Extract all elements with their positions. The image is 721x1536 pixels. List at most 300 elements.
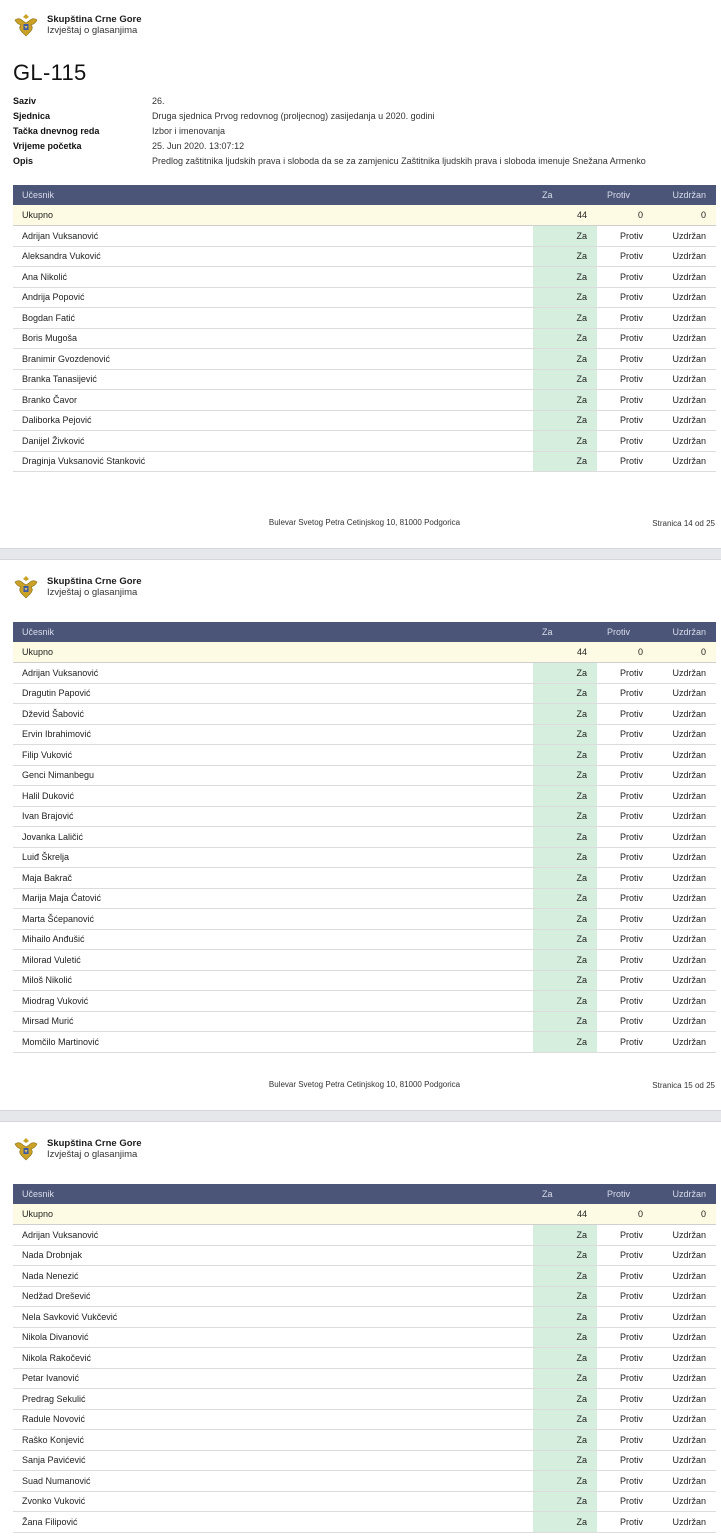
participant-name: Filip Vuković [13,745,533,766]
vote-za: Za [533,683,597,704]
table-row [13,786,716,807]
coat-of-arms-icon [12,1135,40,1163]
participant-name: Mihailo Anđušić [13,929,533,950]
vote-protiv: Protiv [597,806,653,827]
total-za: 44 [533,205,597,226]
total-za: 44 [533,1204,597,1225]
vote-uzdrzan: Uzdržan [653,308,716,329]
report-page-16 [0,1122,721,1536]
vote-uzdrzan: Uzdržan [653,991,716,1012]
vote-uzdrzan: Uzdržan [653,786,716,807]
vote-protiv: Protiv [597,1471,653,1492]
participant-name: Boris Mugoša [13,328,533,349]
vote-protiv: Protiv [597,390,653,411]
vote-za: Za [533,1368,597,1389]
vote-za: Za [533,1245,597,1266]
participant-name: Miloš Nikolić [13,970,533,991]
vote-protiv: Protiv [597,246,653,267]
vote-za: Za [533,929,597,950]
vote-protiv: Protiv [597,1348,653,1369]
page-number: Stranica 14 od 25 [652,519,715,528]
vote-uzdrzan: Uzdržan [653,1491,716,1512]
vote-uzdrzan: Uzdržan [653,267,716,288]
vote-protiv: Protiv [597,868,653,889]
vote-protiv: Protiv [597,267,653,288]
participant-name: Genci Nimanbegu [13,765,533,786]
table-row [13,451,716,472]
vote-protiv: Protiv [597,663,653,684]
org-name: Skupština Crne Gore [47,1138,142,1149]
header-brand [12,1135,142,1163]
vote-za: Za [533,1512,597,1533]
table-row [13,827,716,848]
vote-protiv: Protiv [597,369,653,390]
table-row [13,745,716,766]
table-header-row [13,185,716,205]
document-code: GL-115 [13,60,87,85]
vote-uzdrzan: Uzdržan [653,1450,716,1471]
table-row [13,1491,716,1512]
col-header-uzdrzan: Uzdržan [653,622,716,642]
total-row [13,205,716,226]
vote-protiv: Protiv [597,909,653,930]
vote-za: Za [533,369,597,390]
vote-za: Za [533,349,597,370]
vote-za: Za [533,1286,597,1307]
vote-uzdrzan: Uzdržan [653,1245,716,1266]
total-uzdrzan: 0 [653,642,716,663]
vote-uzdrzan: Uzdržan [653,390,716,411]
participant-name: Suad Numanović [13,1471,533,1492]
vote-za: Za [533,431,597,452]
vote-za: Za [533,287,597,308]
participant-name: Nada Drobnjak [13,1245,533,1266]
vote-protiv: Protiv [597,1512,653,1533]
participant-name: Maja Bakrač [13,868,533,889]
participant-name: Mirsad Murić [13,1011,533,1032]
participant-name: Zvonko Vuković [13,1491,533,1512]
vote-uzdrzan: Uzdržan [653,287,716,308]
vote-za: Za [533,827,597,848]
coat-of-arms-icon [12,573,40,601]
vote-uzdrzan: Uzdržan [653,704,716,725]
participant-name: Nikola Divanović [13,1327,533,1348]
table-row [13,369,716,390]
vote-protiv: Protiv [597,1327,653,1348]
table-row [13,847,716,868]
vote-uzdrzan: Uzdržan [653,970,716,991]
vote-za: Za [533,1430,597,1451]
participant-name: Branka Tanasijević [13,369,533,390]
table-row [13,287,716,308]
vote-za: Za [533,328,597,349]
meta-key: Tačka dnevnog reda [13,125,100,136]
table-row [13,1266,716,1287]
vote-uzdrzan: Uzdržan [653,1286,716,1307]
report-page-15 [0,560,721,1110]
participant-name: Adrijan Vuksanović [13,1225,533,1246]
vote-za: Za [533,909,597,930]
participant-name: Halil Duković [13,786,533,807]
participant-name: Daliborka Pejović [13,410,533,431]
participant-name: Raško Konjević [13,1430,533,1451]
meta-value: Izbor i imenovanja [152,125,226,136]
vote-za: Za [533,226,597,247]
table-row [13,970,716,991]
vote-uzdrzan: Uzdržan [653,1225,716,1246]
vote-protiv: Protiv [597,1225,653,1246]
vote-protiv: Protiv [597,287,653,308]
vote-za: Za [533,1307,597,1328]
meta-row [13,139,713,154]
table-row [13,1450,716,1471]
header-brand [12,573,142,601]
col-header-participant: Učesnik [13,185,533,205]
participant-name: Predrag Sekulić [13,1389,533,1410]
table-row [13,410,716,431]
vote-uzdrzan: Uzdržan [653,246,716,267]
participant-name: Luiđ Škrelja [13,847,533,868]
vote-uzdrzan: Uzdržan [653,1348,716,1369]
vote-uzdrzan: Uzdržan [653,745,716,766]
total-label: Ukupno [13,642,533,663]
footer-address: Bulevar Svetog Petra Cetinjskog 10, 81000 Podgorica [268,518,461,527]
vote-protiv: Protiv [597,328,653,349]
vote-protiv: Protiv [597,1245,653,1266]
vote-za: Za [533,1225,597,1246]
vote-protiv: Protiv [597,1409,653,1430]
table-row [13,909,716,930]
vote-uzdrzan: Uzdržan [653,683,716,704]
col-header-protiv: Protiv [597,622,653,642]
table-row [13,1389,716,1410]
participant-name: Nada Nenezić [13,1266,533,1287]
vote-protiv: Protiv [597,1011,653,1032]
table-header-row [13,1184,716,1204]
vote-za: Za [533,868,597,889]
vote-uzdrzan: Uzdržan [653,451,716,472]
vote-protiv: Protiv [597,765,653,786]
col-header-protiv: Protiv [597,1184,653,1204]
table-row [13,888,716,909]
vote-uzdrzan: Uzdržan [653,226,716,247]
vote-protiv: Protiv [597,745,653,766]
vote-protiv: Protiv [597,724,653,745]
vote-uzdrzan: Uzdržan [653,1032,716,1053]
table-row [13,267,716,288]
table-row [13,1471,716,1492]
vote-za: Za [533,847,597,868]
vote-za: Za [533,451,597,472]
vote-uzdrzan: Uzdržan [653,1368,716,1389]
participant-name: Aleksandra Vuković [13,246,533,267]
vote-uzdrzan: Uzdržan [653,1307,716,1328]
vote-uzdrzan: Uzdržan [653,349,716,370]
participant-name: Nikola Rakočević [13,1348,533,1369]
participant-name: Žana Filipović [13,1512,533,1533]
participant-name: Bogdan Fatić [13,308,533,329]
total-uzdrzan: 0 [653,1204,716,1225]
page-separator [0,1110,721,1122]
col-header-uzdrzan: Uzdržan [653,185,716,205]
col-header-za: Za [533,185,597,205]
participant-name: Marija Maja Ćatović [13,888,533,909]
participant-name: Andrija Popović [13,287,533,308]
total-za: 44 [533,642,597,663]
vote-protiv: Protiv [597,683,653,704]
vote-za: Za [533,991,597,1012]
vote-uzdrzan: Uzdržan [653,410,716,431]
participant-name: Branko Čavor [13,390,533,411]
table-row [13,1430,716,1451]
vote-za: Za [533,786,597,807]
vote-uzdrzan: Uzdržan [653,1471,716,1492]
table-header-row [13,622,716,642]
vote-za: Za [533,950,597,971]
table-row [13,724,716,745]
meta-value: Druga sjednica Prvog redovnog (proljecnog) zasijedanja u 2020. godini [152,110,435,121]
participant-name: Momčilo Martinović [13,1032,533,1053]
meta-value: 26. [152,95,165,106]
vote-za: Za [533,704,597,725]
vote-za: Za [533,745,597,766]
meta-key: Vrijeme početka [13,141,82,152]
vote-uzdrzan: Uzdržan [653,1512,716,1533]
vote-protiv: Protiv [597,1389,653,1410]
table-row [13,1286,716,1307]
vote-protiv: Protiv [597,226,653,247]
report-subtitle: Izvještaj o glasanjima [47,25,138,36]
table-row [13,1348,716,1369]
vote-uzdrzan: Uzdržan [653,950,716,971]
org-name: Skupština Crne Gore [47,14,142,25]
vote-protiv: Protiv [597,410,653,431]
table-row [13,683,716,704]
vote-uzdrzan: Uzdržan [653,1409,716,1430]
meta-key: Sjednica [13,110,51,121]
vote-uzdrzan: Uzdržan [653,724,716,745]
vote-protiv: Protiv [597,1430,653,1451]
vote-za: Za [533,765,597,786]
table-row [13,991,716,1012]
vote-uzdrzan: Uzdržan [653,1430,716,1451]
vote-protiv: Protiv [597,451,653,472]
vote-za: Za [533,410,597,431]
meta-key: Opis [13,156,34,167]
vote-uzdrzan: Uzdržan [653,888,716,909]
total-row [13,1204,716,1225]
vote-za: Za [533,1032,597,1053]
vote-protiv: Protiv [597,704,653,725]
vote-za: Za [533,1011,597,1032]
vote-za: Za [533,806,597,827]
table-row [13,308,716,329]
vote-protiv: Protiv [597,1450,653,1471]
col-header-participant: Učesnik [13,622,533,642]
table-row [13,431,716,452]
participant-name: Draginja Vuksanović Stanković [13,451,533,472]
vote-uzdrzan: Uzdržan [653,369,716,390]
vote-protiv: Protiv [597,827,653,848]
vote-protiv: Protiv [597,308,653,329]
vote-za: Za [533,246,597,267]
participant-name: Branimir Gvozdenović [13,349,533,370]
participant-name: Adrijan Vuksanović [13,663,533,684]
table-row [13,1032,716,1053]
participant-name: Nela Savković Vukčević [13,1307,533,1328]
participant-name: Miodrag Vuković [13,991,533,1012]
participant-name: Adrijan Vuksanović [13,226,533,247]
vote-uzdrzan: Uzdržan [653,1011,716,1032]
table-row [13,328,716,349]
table-row [13,950,716,971]
vote-uzdrzan: Uzdržan [653,847,716,868]
participant-name: Ivan Brajović [13,806,533,827]
meta-row [13,154,713,169]
vote-uzdrzan: Uzdržan [653,827,716,848]
participant-name: Ervin Ibrahimović [13,724,533,745]
vote-uzdrzan: Uzdržan [653,1389,716,1410]
vote-protiv: Protiv [597,786,653,807]
page-separator [0,548,721,560]
vote-uzdrzan: Uzdržan [653,765,716,786]
vote-za: Za [533,724,597,745]
participant-name: Danijel Živković [13,431,533,452]
table-row [13,1011,716,1032]
footer-address: Bulevar Svetog Petra Cetinjskog 10, 81000 Podgorica [268,1080,461,1089]
report-page-14 [0,0,721,548]
vote-za: Za [533,1471,597,1492]
table-row [13,1512,716,1533]
vote-za: Za [533,390,597,411]
participant-name: Radule Novović [13,1409,533,1430]
vote-za: Za [533,1409,597,1430]
report-subtitle: Izvještaj o glasanjima [47,1149,138,1160]
table-row [13,765,716,786]
col-header-za: Za [533,1184,597,1204]
vote-za: Za [533,1389,597,1410]
table-row [13,929,716,950]
table-row [13,226,716,247]
meta-row [13,93,713,108]
table-row [13,246,716,267]
vote-za: Za [533,1266,597,1287]
vote-protiv: Protiv [597,1266,653,1287]
vote-za: Za [533,308,597,329]
meta-value: 25. Jun 2020. 13:07:12 [152,141,245,152]
vote-za: Za [533,267,597,288]
vote-za: Za [533,888,597,909]
org-name: Skupština Crne Gore [47,576,142,587]
table-row [13,390,716,411]
vote-protiv: Protiv [597,970,653,991]
table-row [13,1327,716,1348]
report-subtitle: Izvještaj o glasanjima [47,587,138,598]
vote-protiv: Protiv [597,929,653,950]
page-number: Stranica 15 od 25 [652,1081,715,1090]
total-label: Ukupno [13,1204,533,1225]
participant-name: Ana Nikolić [13,267,533,288]
vote-za: Za [533,970,597,991]
table-row [13,806,716,827]
meta-row [13,108,713,123]
col-header-protiv: Protiv [597,185,653,205]
participant-name: Petar Ivanović [13,1368,533,1389]
table-row [13,663,716,684]
vote-protiv: Protiv [597,991,653,1012]
total-protiv: 0 [597,1204,653,1225]
table-row [13,868,716,889]
vote-za: Za [533,1491,597,1512]
participant-name: Marta Šćepanović [13,909,533,930]
participant-name: Dragutin Papović [13,683,533,704]
vote-uzdrzan: Uzdržan [653,929,716,950]
participant-name: Milorad Vuletić [13,950,533,971]
participant-name: Nedžad Drešević [13,1286,533,1307]
vote-table [13,185,716,472]
vote-za: Za [533,1450,597,1471]
vote-protiv: Protiv [597,1491,653,1512]
col-header-za: Za [533,622,597,642]
table-row [13,1245,716,1266]
col-header-participant: Učesnik [13,1184,533,1204]
meta-value: Predlog zaštitnika ljudskih prava i sloboda da se za zamjenicu Zaštitnika ljudskih prava i sloboda imenuje Snežana Armenko [152,156,646,167]
vote-za: Za [533,663,597,684]
session-metadata [13,93,713,169]
table-row [13,1368,716,1389]
vote-protiv: Protiv [597,950,653,971]
vote-protiv: Protiv [597,431,653,452]
table-row [13,349,716,370]
total-uzdrzan: 0 [653,205,716,226]
vote-uzdrzan: Uzdržan [653,1266,716,1287]
total-protiv: 0 [597,205,653,226]
vote-uzdrzan: Uzdržan [653,868,716,889]
vote-uzdrzan: Uzdržan [653,909,716,930]
col-header-uzdrzan: Uzdržan [653,1184,716,1204]
participant-name: Dževid Šabović [13,704,533,725]
vote-protiv: Protiv [597,847,653,868]
vote-uzdrzan: Uzdržan [653,328,716,349]
vote-uzdrzan: Uzdržan [653,806,716,827]
vote-protiv: Protiv [597,1307,653,1328]
vote-za: Za [533,1348,597,1369]
participant-name: Jovanka Laličić [13,827,533,848]
meta-row [13,123,713,138]
vote-protiv: Protiv [597,1368,653,1389]
table-row [13,704,716,725]
vote-uzdrzan: Uzdržan [653,663,716,684]
vote-table [13,1184,716,1533]
vote-protiv: Protiv [597,888,653,909]
header-brand [12,11,142,39]
vote-za: Za [533,1327,597,1348]
vote-uzdrzan: Uzdržan [653,431,716,452]
total-protiv: 0 [597,642,653,663]
total-row [13,642,716,663]
vote-protiv: Protiv [597,1286,653,1307]
total-label: Ukupno [13,205,533,226]
table-row [13,1225,716,1246]
vote-protiv: Protiv [597,1032,653,1053]
meta-key: Saziv [13,95,37,106]
vote-table [13,622,716,1053]
coat-of-arms-icon [12,11,40,39]
vote-protiv: Protiv [597,349,653,370]
participant-name: Sanja Pavićević [13,1450,533,1471]
vote-uzdrzan: Uzdržan [653,1327,716,1348]
table-row [13,1307,716,1328]
